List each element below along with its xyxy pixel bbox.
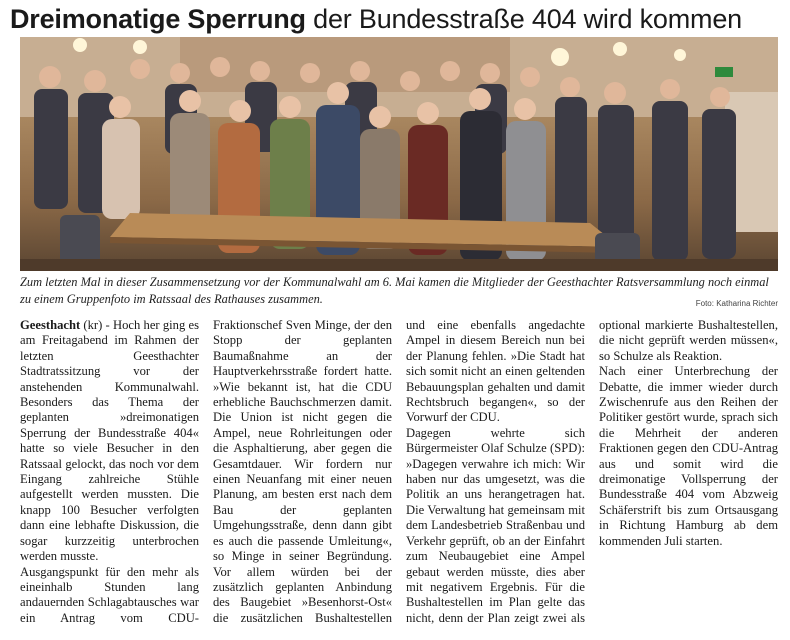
photo-credit: Foto: Katharina Richter: [695, 299, 778, 308]
headline: [10, 2, 780, 36]
paragraph-3: Dagegen wehrte sich Bürgermeister Olaf Schulze (SPD): »Dagegen verwahre ich mich: Wir haben nur das umgesetzt, was die Politik an uns herangetragen hat. Die Verwaltung hat gemeinsam mit dem Landesbetrieb Straßenbau und Verkehr geprüft, ob an der Einfahrt zum Neubaugebiet eine Ampel gebaut werden müsste, dies aber mit negativem Ergebnis. Für die Bushaltestellen im Plan gelte das nicht, denn der Plan zeigt zwei als optional markierte Bushaltestellen, die nicht geprüft werden müssen«, so Schulze als Reaktion.: [406, 318, 778, 625]
headline-rest: der Bundesstraße 404 wird kommen: [305, 4, 742, 34]
byline: (kr) -: [80, 318, 113, 332]
article-body: [20, 318, 778, 638]
paragraph-1: [20, 318, 199, 565]
paragraph-4: Nach einer Unterbrechung der Debatte, die immer wieder durch Zwischenrufe aus den Reihen der Politiker gestört wurde, sprach sich die Mehrheit der anderen Fraktionen gegen den CDU-Antrag aus und somit wird die dreimonatige Vollsperrung der Bundesstraße 404 vom Abzweig Schäferstrift bis zum Ortsausgang in Richtung Hamburg ab dem kommenden Juli starten.: [599, 364, 778, 548]
paragraph-2: Ausgangspunkt für den mehr als eineinhalb Stunden lang andauernden Schlagabtausches war ein Antrag vom CDU-Fraktionschef Sven Minge, der den Stopp der geplanten Baumaßnahme an der Hauptverkehrsstraße fordert hatte. »Wie bekannt ist, hat die CDU erhebliche Bauchschmerzen damit. Die Union ist nicht gegen die Ampel, neue Rohrleitungen oder die Asphaltierung, aber gegen die Gesamtdauer. Wir fordern nur einen Neuanfang mit einer neuen Planung, am besten erst nach dem Bau der geplanten Umgehungsstraße, denn dann gibt es auch die passende Umleitung«, so Minge in seiner Begründung. Vor allem würden bei der zusätzlich geplanten Anbindung des Baugebiet »Besenhorst-Ost« die zusätzlichen Bushaltestellen und eine ebenfalls angedachte Ampel in diesem Bereich nun bei der Planung fehlen. »Die Stadt hat sich somit nicht an einen geltenden Bebauungsplan gehalten und damit Rechtsbruch begangen«, so der Vorwurf der CDU.: [20, 318, 585, 625]
headline-bold: Dreimonatige Sperrung: [10, 4, 306, 34]
photo-caption: [20, 274, 778, 312]
group-photo-illustration: [20, 37, 778, 271]
dateline: Geesthacht: [20, 318, 81, 332]
paragraph-1-text: Hoch her ging es am Freitagabend im Rahmen der letzten Geesthachter Stadtratssitzung vor der anstehenden Kommunalwahl. Besonders das Thema der geplanten »dreimonatigen Sperrung der Bundesstraße 404« hatte so viele Besucher in den Ratssaal gelockt, das noch vor dem Eingang zahlreiche Stühle aufgestellt werden mussten. Die knapp 100 Besucher verfolgten dann eine lebhafte Diskussion, die sogar kurzzeitig unterbrochen werden musste.: [20, 318, 199, 564]
group-photo: [20, 37, 778, 271]
caption-text: Zum letzten Mal in dieser Zusammensetzung vor der Kommunalwahl am 6. Mai kamen die Mitglieder der Geesthachter Ratsversammlung noch einmal zu einem Gruppenfoto im Ratssaal des Rathauses zusammen.: [20, 275, 769, 306]
